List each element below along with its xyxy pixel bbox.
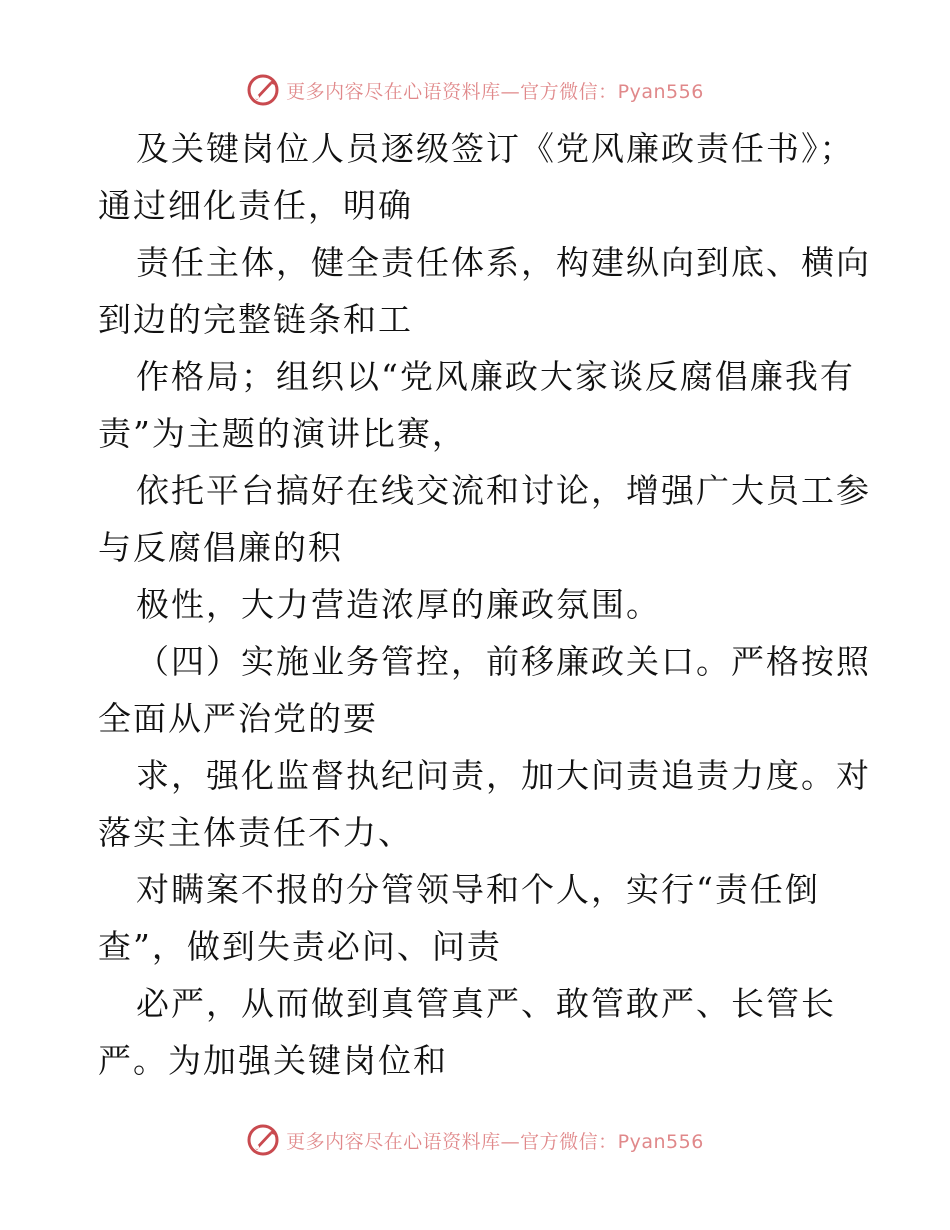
text-line: 到边的完整链条和工 [98,300,413,339]
footer-watermark-text [286,1127,704,1154]
text-line: 查”，做到失责必问、问责 [98,927,502,966]
header-watermark [0,70,950,110]
text-line: 全面从严治党的要 [98,699,378,738]
text-line: 与反腐倡廉的积 [98,528,343,567]
footer-watermark-inner [246,1123,704,1157]
footer-watermark-id: Pyan556 [617,1130,704,1153]
text-line: 极性，大力营造浓厚的廉政氛围。 [136,585,661,624]
footer-watermark [0,1120,950,1160]
text-line: 通过细化责任，明确 [98,186,413,225]
document-body [98,120,871,1089]
text-line: 求，强化监督执纪问责，加大问责追责力度。对 [136,756,871,795]
header-watermark-text [286,77,704,104]
text-line: 落实主体责任不力、 [98,813,413,852]
text-line: 责”为主题的演讲比赛， [98,414,467,453]
header-watermark-inner [246,73,704,107]
text-line: 对瞒案不报的分管领导和个人，实行“责任倒 [136,870,820,909]
text-line: （四）实施业务管控，前移廉政关口。严格按照 [136,642,871,681]
quill-logo-icon [246,1123,280,1157]
text-line: 必严，从而做到真管真严、敢管敢严、长管长 [136,984,836,1023]
header-watermark-id: Pyan556 [617,80,704,103]
text-line: 责任主体，健全责任体系，构建纵向到底、横向 [136,243,871,282]
text-line: 及关键岗位人员逐级签订《党风廉政责任书》； [136,129,855,168]
quill-logo-icon [246,73,280,107]
text-line: 依托平台搞好在线交流和讨论，增强广大员工参 [136,471,871,510]
header-watermark-cn: 更多内容尽在心语资料库—官方微信： [286,80,618,103]
text-line: 作格局；组织以“党风廉政大家谈反腐倡廉我有 [136,357,855,396]
text-line: 严。为加强关键岗位和 [98,1041,448,1080]
footer-watermark-cn: 更多内容尽在心语资料库—官方微信： [286,1130,618,1153]
